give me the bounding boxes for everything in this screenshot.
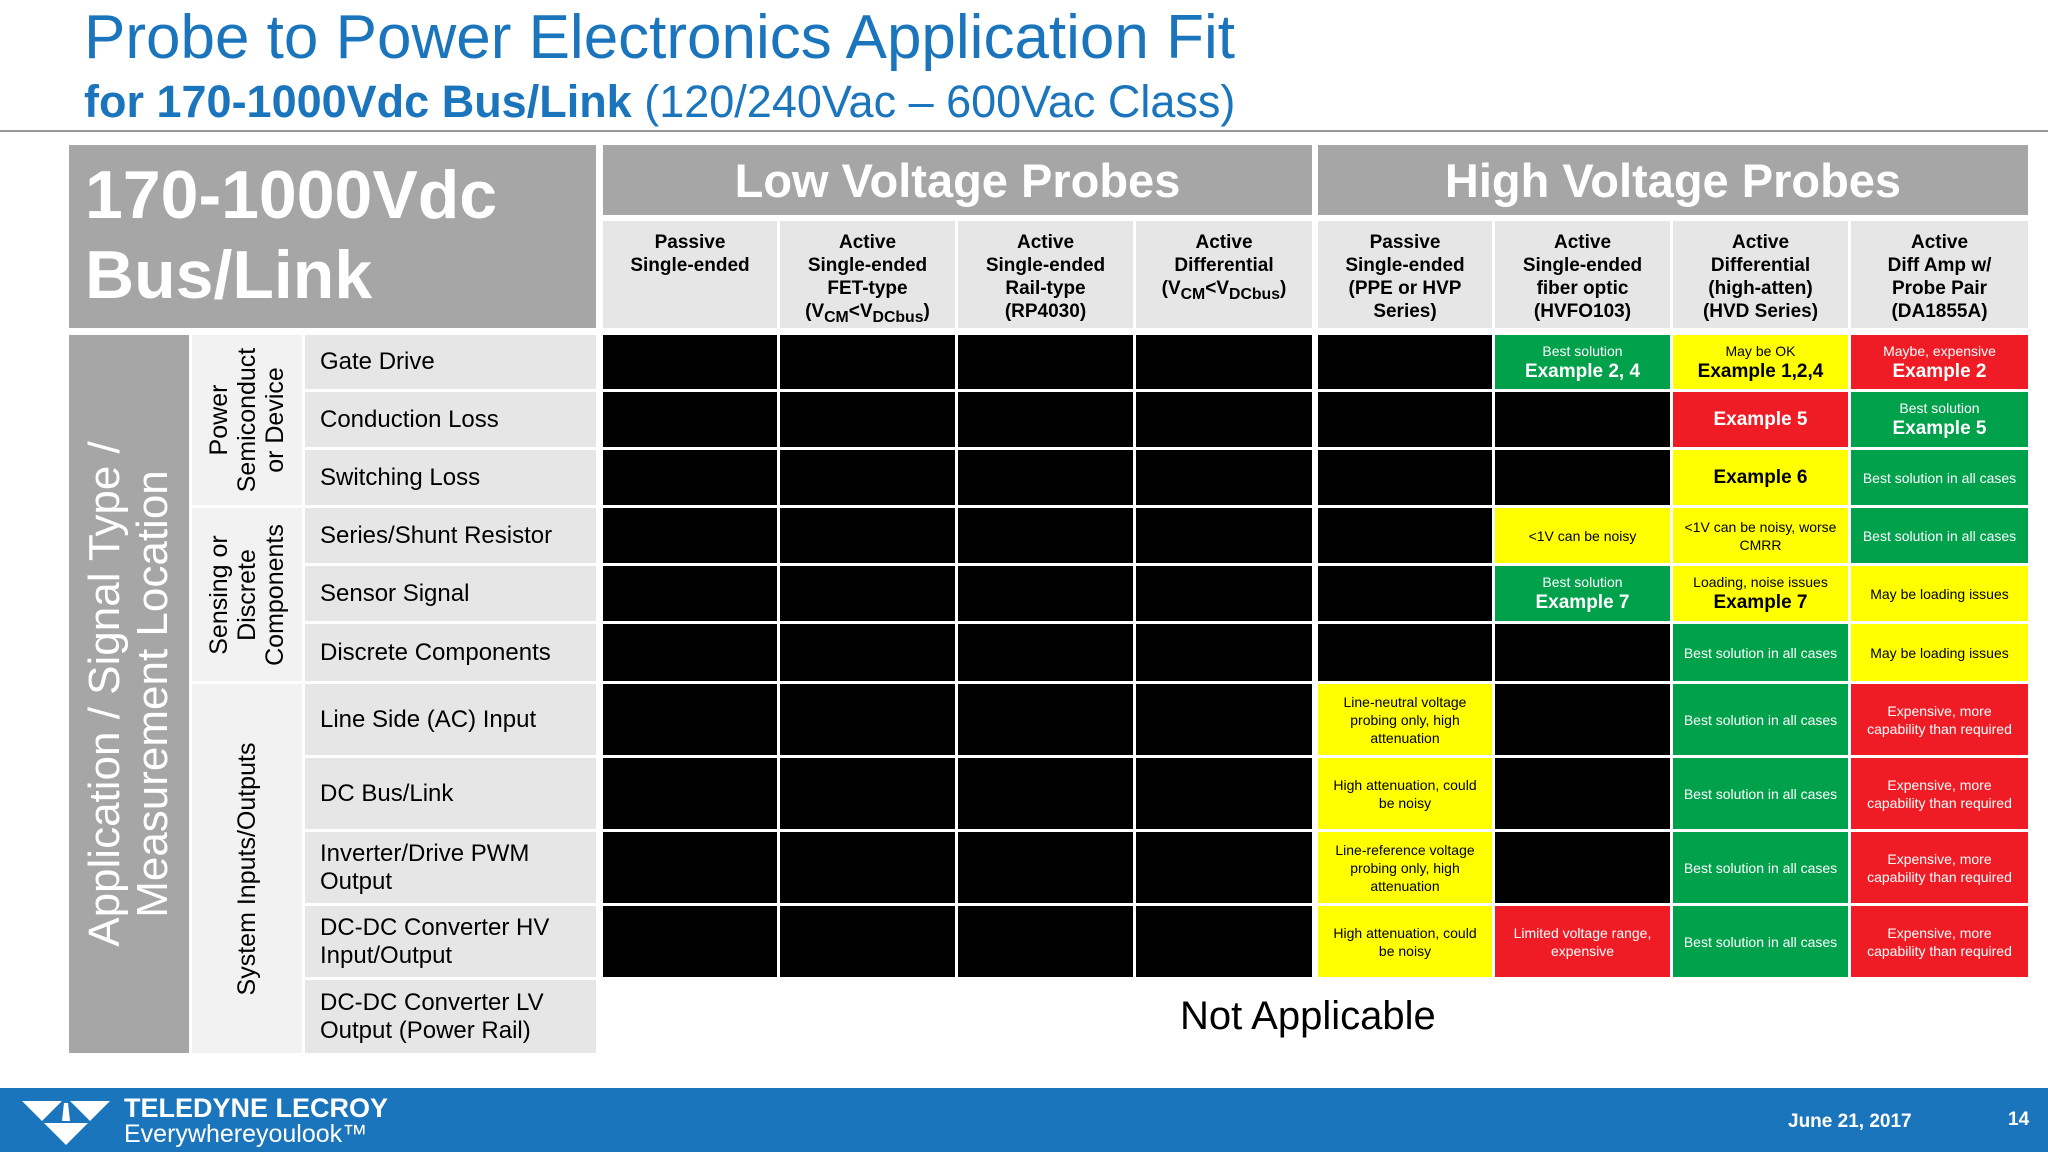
matrix-cell-black <box>603 335 777 389</box>
column-header-6-line-1: Active <box>1553 232 1612 253</box>
matrix-cell-black <box>780 566 955 621</box>
corner-line-1: 170-1000Vdc <box>85 157 498 233</box>
cell-note: Expensive, more capability than required <box>1867 702 2012 737</box>
row-label-text: DC-DC Converter HV Input/Output <box>320 913 550 969</box>
column-header-5-line-1: Passive <box>1369 232 1441 253</box>
matrix-cell-black <box>1318 566 1492 621</box>
column-header-8-line-1: Active <box>1910 232 1969 253</box>
column-header-2-line-3: FET-type <box>827 278 908 299</box>
cell-note: May be loading issues <box>1870 644 2009 661</box>
matrix-cell-black <box>780 758 955 829</box>
cell-example: Example 6 <box>1713 467 1808 488</box>
matrix-cell-black <box>603 566 777 621</box>
column-header-2-line-2: Single-ended <box>807 255 928 276</box>
row-label-text: Line Side (AC) Input <box>320 705 537 733</box>
category-2-line-2: Discrete <box>233 548 261 641</box>
matrix-cell-green <box>1495 335 1670 389</box>
cell-note: Line-neutral voltage probing only, high attenuation <box>1343 693 1467 746</box>
side-label-line-1: Application / Signal Type / <box>80 441 129 947</box>
matrix-cell-red <box>1495 906 1670 977</box>
matrix-cell-black <box>780 684 955 755</box>
cell-note: Limited voltage range, expensive <box>1513 924 1652 959</box>
column-header-8-line-4: (DA1855A) <box>1891 301 1988 322</box>
cell-note: High attenuation, could be noisy <box>1333 924 1477 959</box>
matrix-cell-black <box>603 624 777 681</box>
brand-tagline: Everywhereyoulook™ <box>124 1120 368 1148</box>
column-header-6-line-4: (HVFO103) <box>1533 301 1632 322</box>
matrix-cell-red <box>1851 684 2028 755</box>
column-header-7 <box>1673 221 1848 328</box>
row-label <box>305 684 596 755</box>
matrix-cell-yellow <box>1673 566 1848 621</box>
matrix-cell-yellow <box>1318 684 1492 755</box>
matrix-cell-yellow <box>1318 832 1492 903</box>
cell-note: Best solution in all cases <box>1683 785 1838 802</box>
cell-note: Best solution in all cases <box>1683 711 1838 728</box>
column-header-6 <box>1495 221 1670 328</box>
subtitle-rest: (120/240Vac – 600Vac Class) <box>631 76 1236 127</box>
category-2-line-3: Components <box>261 523 289 666</box>
cell-note: <1V can be noisy, worse CMRR <box>1684 518 1837 553</box>
category-1-line-2: Semiconduct <box>233 347 261 493</box>
matrix-cell-black <box>1136 450 1312 505</box>
row-label-text: Series/Shunt Resistor <box>320 521 553 549</box>
column-header-2-line-4: $(V_{CM}<V_{DCbus})$ <box>805 301 930 326</box>
matrix-cell-green <box>1673 684 1848 755</box>
cell-note: Expensive, more capability than required <box>1867 924 2012 959</box>
cell-note: Loading, noise issues <box>1693 574 1828 590</box>
row-label <box>305 392 596 447</box>
high-voltage-group-header: High Voltage Probes <box>1318 145 2028 215</box>
column-header-6-line-2: Single-ended <box>1522 255 1643 276</box>
matrix-cell-black <box>1136 335 1312 389</box>
matrix-cell-black <box>958 832 1133 903</box>
slide-title: Probe to Power Electronics Application Fit <box>84 3 1235 72</box>
column-header-4-line-3: $(V_{CM}<V_{DCbus})$ <box>1161 278 1287 303</box>
matrix-cell-yellow <box>1673 335 1848 389</box>
row-label <box>305 450 596 505</box>
row-label-text: Discrete Components <box>320 638 551 666</box>
cell-example: Example 5 <box>1892 418 1987 439</box>
matrix-cell-black <box>1318 624 1492 681</box>
matrix-cell-black <box>780 906 955 977</box>
matrix-cell-black <box>780 508 955 563</box>
matrix-cell-green <box>1673 758 1848 829</box>
row-label <box>305 832 596 903</box>
matrix-cell-yellow <box>1851 566 2028 621</box>
matrix-cell-black <box>603 450 777 505</box>
matrix-cell-black <box>958 906 1133 977</box>
column-header-7-line-3: (high-atten) <box>1708 278 1813 299</box>
slide-date: June 21, 2017 <box>1788 1111 1912 1132</box>
category-3-line-1: System Inputs/Outputs <box>233 742 261 995</box>
column-header-3-line-2: Single-ended <box>985 255 1106 276</box>
matrix-cell-black <box>958 758 1133 829</box>
matrix-cell-black <box>958 508 1133 563</box>
matrix-cell-red <box>1851 335 2028 389</box>
cell-note: Best solution in all cases <box>1683 644 1838 661</box>
matrix-cell-black <box>1318 508 1492 563</box>
matrix-cell-yellow <box>1318 758 1492 829</box>
cell-example: Example 5 <box>1713 409 1808 430</box>
matrix-cell-black <box>780 624 955 681</box>
column-header-7-line-4: (HVD Series) <box>1702 301 1819 322</box>
cell-example: Example 7 <box>1713 592 1808 613</box>
matrix-cell-black <box>1136 624 1312 681</box>
page-number: 14 <box>2008 1109 2030 1130</box>
cell-note: May be OK <box>1725 342 1796 359</box>
matrix-cell-black <box>958 684 1133 755</box>
matrix-cell-black <box>1136 906 1312 977</box>
column-header-3-line-3: Rail-type <box>1005 278 1086 299</box>
cell-note: Best solution <box>1542 574 1623 590</box>
matrix-cell-green <box>1673 624 1848 681</box>
column-header-3-line-1: Active <box>1016 232 1075 253</box>
row-label-text: Conduction Loss <box>320 405 499 433</box>
matrix-cell-black <box>780 392 955 447</box>
row-label <box>305 758 596 829</box>
matrix-cell-black <box>603 758 777 829</box>
subtitle-bold: for 170-1000Vdc Bus/Link <box>84 76 632 127</box>
cell-note: Expensive, more capability than required <box>1867 776 2012 811</box>
column-header-8-line-3: Probe Pair <box>1891 278 1988 299</box>
matrix-cell-black <box>1495 450 1670 505</box>
matrix-cell-black <box>1136 508 1312 563</box>
cell-note: Best solution in all cases <box>1862 469 2017 486</box>
cell-note: High attenuation, could be noisy <box>1333 776 1477 811</box>
title-divider <box>0 130 2048 132</box>
column-header-6-line-3: fiber optic <box>1536 278 1629 299</box>
row-label-text: DC-DC Converter LV Output (Power Rail) <box>320 988 544 1044</box>
column-header-3-line-4: (RP4030) <box>1004 301 1087 322</box>
matrix-cell-black <box>780 832 955 903</box>
column-header-2-line-1: Active <box>838 232 897 253</box>
column-header-4-line-1: Active <box>1195 232 1253 253</box>
matrix-cell-black <box>1136 832 1312 903</box>
matrix-cell-black <box>958 450 1133 505</box>
cell-note: Best solution in all cases <box>1862 527 2017 544</box>
side-axis-label <box>69 335 189 1053</box>
cell-note: Best solution <box>1899 400 1980 416</box>
matrix-cell-yellow <box>1318 906 1492 977</box>
matrix-cell-black <box>1318 392 1492 447</box>
matrix-cell-yellow <box>1495 508 1670 563</box>
matrix-cell-black <box>1318 450 1492 505</box>
matrix-cell-black <box>603 392 777 447</box>
row-label <box>305 335 596 389</box>
matrix-cell-black <box>958 624 1133 681</box>
row-label-text: Switching Loss <box>320 463 481 491</box>
matrix-cell-green <box>1851 392 2028 447</box>
matrix-cell-black <box>1495 624 1670 681</box>
matrix-cell-black <box>780 450 955 505</box>
matrix-cell-black <box>1136 684 1312 755</box>
matrix-cell-black <box>958 335 1133 389</box>
cell-note: Best solution <box>1542 342 1623 359</box>
matrix-cell-black <box>780 335 955 389</box>
matrix-cell-red <box>1851 906 2028 977</box>
low-voltage-group-header: Low Voltage Probes <box>603 145 1312 215</box>
matrix-cell-green <box>1851 450 2028 505</box>
side-label-line-2: Measurement Location <box>128 470 177 918</box>
cell-note: Expensive, more capability than required <box>1867 850 2012 885</box>
column-header-4 <box>1136 221 1312 328</box>
column-header-8-line-2: Diff Amp w/ <box>1887 255 1992 276</box>
matrix-cell-black <box>1136 392 1312 447</box>
category-sensing-discrete <box>192 508 302 681</box>
matrix-cell-yellow <box>1673 508 1848 563</box>
not-applicable-legend: Not Applicable <box>1180 994 1436 1038</box>
matrix-cell-yellow <box>1851 624 2028 681</box>
matrix-cell-black <box>1495 832 1670 903</box>
cell-note: Line-reference voltage probing only, high attenuation <box>1335 841 1475 894</box>
matrix-cell-red <box>1673 392 1848 447</box>
row-label <box>305 906 596 977</box>
category-system-io <box>192 684 302 1053</box>
column-header-5-line-2: Single-ended <box>1345 255 1465 276</box>
brand-name: TELEDYNE LECROY <box>124 1093 389 1123</box>
column-header-5-line-4: Series) <box>1373 301 1437 322</box>
matrix-cell-black <box>1136 566 1312 621</box>
category-1-line-1: Power <box>205 384 233 456</box>
column-header-4-line-2: Differential <box>1174 255 1274 276</box>
matrix-cell-red <box>1851 832 2028 903</box>
matrix-cell-yellow <box>1673 450 1848 505</box>
category-power-semiconductor <box>192 335 302 505</box>
cell-note: <1V can be noisy <box>1528 527 1637 544</box>
matrix-cell-black <box>1495 392 1670 447</box>
column-header-1 <box>603 221 777 328</box>
matrix-cell-green <box>1851 508 2028 563</box>
table-corner-header <box>69 145 596 328</box>
matrix-cell-black <box>603 832 777 903</box>
matrix-cell-black <box>1495 684 1670 755</box>
matrix-cell-black <box>603 684 777 755</box>
cell-note: Maybe, expensive <box>1883 342 1996 359</box>
matrix-cell-green <box>1673 906 1848 977</box>
corner-line-2: Bus/Link <box>85 237 373 313</box>
matrix-cell-black <box>958 392 1133 447</box>
cell-example: Example 2, 4 <box>1524 360 1641 382</box>
matrix-cell-black <box>603 508 777 563</box>
cell-note: Best solution in all cases <box>1683 859 1838 876</box>
matrix-cell-black <box>1318 335 1492 389</box>
column-header-2 <box>780 221 955 328</box>
column-header-7-line-1: Active <box>1731 232 1790 253</box>
matrix-cell-red <box>1851 758 2028 829</box>
row-label-text: Sensor Signal <box>320 579 470 607</box>
row-label <box>305 980 596 1053</box>
column-header-7-line-2: Differential <box>1710 255 1811 276</box>
matrix-cell-black <box>1495 758 1670 829</box>
row-label <box>305 508 596 563</box>
column-header-5-line-3: (PPE or HVP <box>1348 278 1462 299</box>
category-2-line-1: Sensing or <box>205 534 233 655</box>
row-label <box>305 624 596 681</box>
matrix-cell-black <box>958 566 1133 621</box>
column-header-8 <box>1851 221 2028 328</box>
matrix-cell-green <box>1495 566 1670 621</box>
matrix-cell-black <box>1136 758 1312 829</box>
slide-subtitle <box>84 74 1235 130</box>
cell-example: Example 1,2,4 <box>1697 360 1824 382</box>
column-header-1-line-1: Passive <box>654 232 726 253</box>
matrix-cell-black <box>603 906 777 977</box>
category-1-line-3: or Device <box>261 367 289 473</box>
cell-example: Example 2 <box>1892 360 1987 382</box>
row-label-text: Inverter/Drive PWM Output <box>320 839 530 895</box>
cell-note: Best solution in all cases <box>1683 933 1838 950</box>
row-label <box>305 566 596 621</box>
column-header-3 <box>958 221 1133 328</box>
cell-example: Example 7 <box>1535 592 1630 613</box>
cell-note: May be loading issues <box>1870 585 2009 602</box>
row-label-text: DC Bus/Link <box>320 779 454 807</box>
column-header-5 <box>1318 221 1492 328</box>
teledyne-logo-icon <box>14 1093 118 1147</box>
row-label-text: Gate Drive <box>320 348 435 375</box>
matrix-cell-green <box>1673 832 1848 903</box>
column-header-1-line-2: Single-ended <box>630 255 750 276</box>
